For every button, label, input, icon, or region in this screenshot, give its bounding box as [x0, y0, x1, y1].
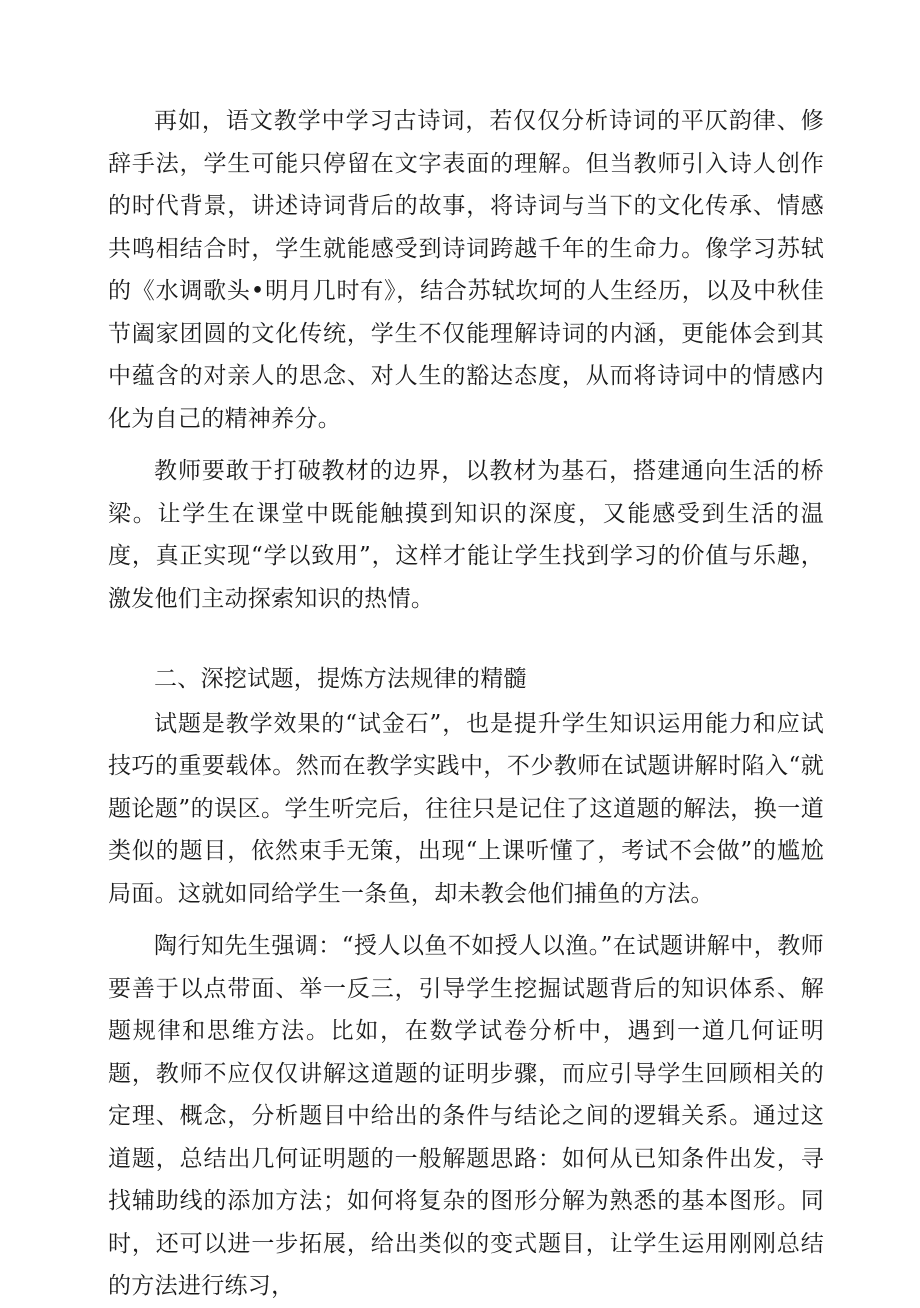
section-heading: 二、深挖试题，提炼方法规律的精髓	[154, 666, 527, 692]
document-body	[108, 100, 824, 1308]
paragraph-textbook-boundary: 教师要敢于打破教材的边界，以教材为基石，搭建通向生活的桥梁。让学生在课堂中既能触摸到知识的深度，又能感受到生活的温度，真正实现“学以致用”，这样才能让学生找到学习的价值与乐趣，激发他们主动探索知识的热情。	[108, 458, 824, 612]
paragraph-poetry-example: 再如，语文教学中学习古诗词，若仅仅分析诗词的平仄韵律、修辞手法，学生可能只停留在文字表面的理解。但当教师引入诗人创作的时代背景，讲述诗词背后的故事，将诗词与当下的文化传承、情感共鸣相结合时，学生就能感受到诗词跨越千年的生命力。像学习苏轼的《水调歌头•明月几时有》，结合苏轼坎坷的人生经历，以及中秋佳节阖家团圆的文化传统，学生不仅能理解诗词的内涵，更能体会到其中蕴含的对亲人的思念、对人生的豁达态度，从而将诗词中的情感内化为自己的精神养分。	[108, 108, 824, 432]
paragraph-tao-xingzhi: 陶行知先生强调：“授人以鱼不如授人以渔。”在试题讲解中，教师要善于以点带面、举一反三，引导学生挖掘试题背后的知识体系、解题规律和思维方法。比如，在数学试卷分析中，遇到一道几何证明题，教师不应仅仅讲解这道题的证明步骤，而应引导学生回顾相关的定理、概念，分析题目中给出的条件与结论之间的逻辑关系。通过这道题，总结出几何证明题的一般解题思路：如何从已知条件出发，寻找辅助线的添加方法；如何将复杂的图形分解为熟悉的基本图形。同时，还可以进一步拓展，给出类似的变式题目，让学生运用刚刚总结的方法进行练习，	[108, 933, 824, 1299]
paragraph-test-questions: 试题是教学效果的“试金石”，也是提升学生知识运用能力和应试技巧的重要载体。然而在教学实践中，不少教师在试题讲解时陷入“就题论题”的误区。学生听完后，往往只是记住了这道题的解法，换一道类似的题目，依然束手无策，出现“上课听懂了，考试不会做”的尴尬局面。这就如同给学生一条鱼，却未教会他们捕鱼的方法。	[108, 710, 824, 907]
